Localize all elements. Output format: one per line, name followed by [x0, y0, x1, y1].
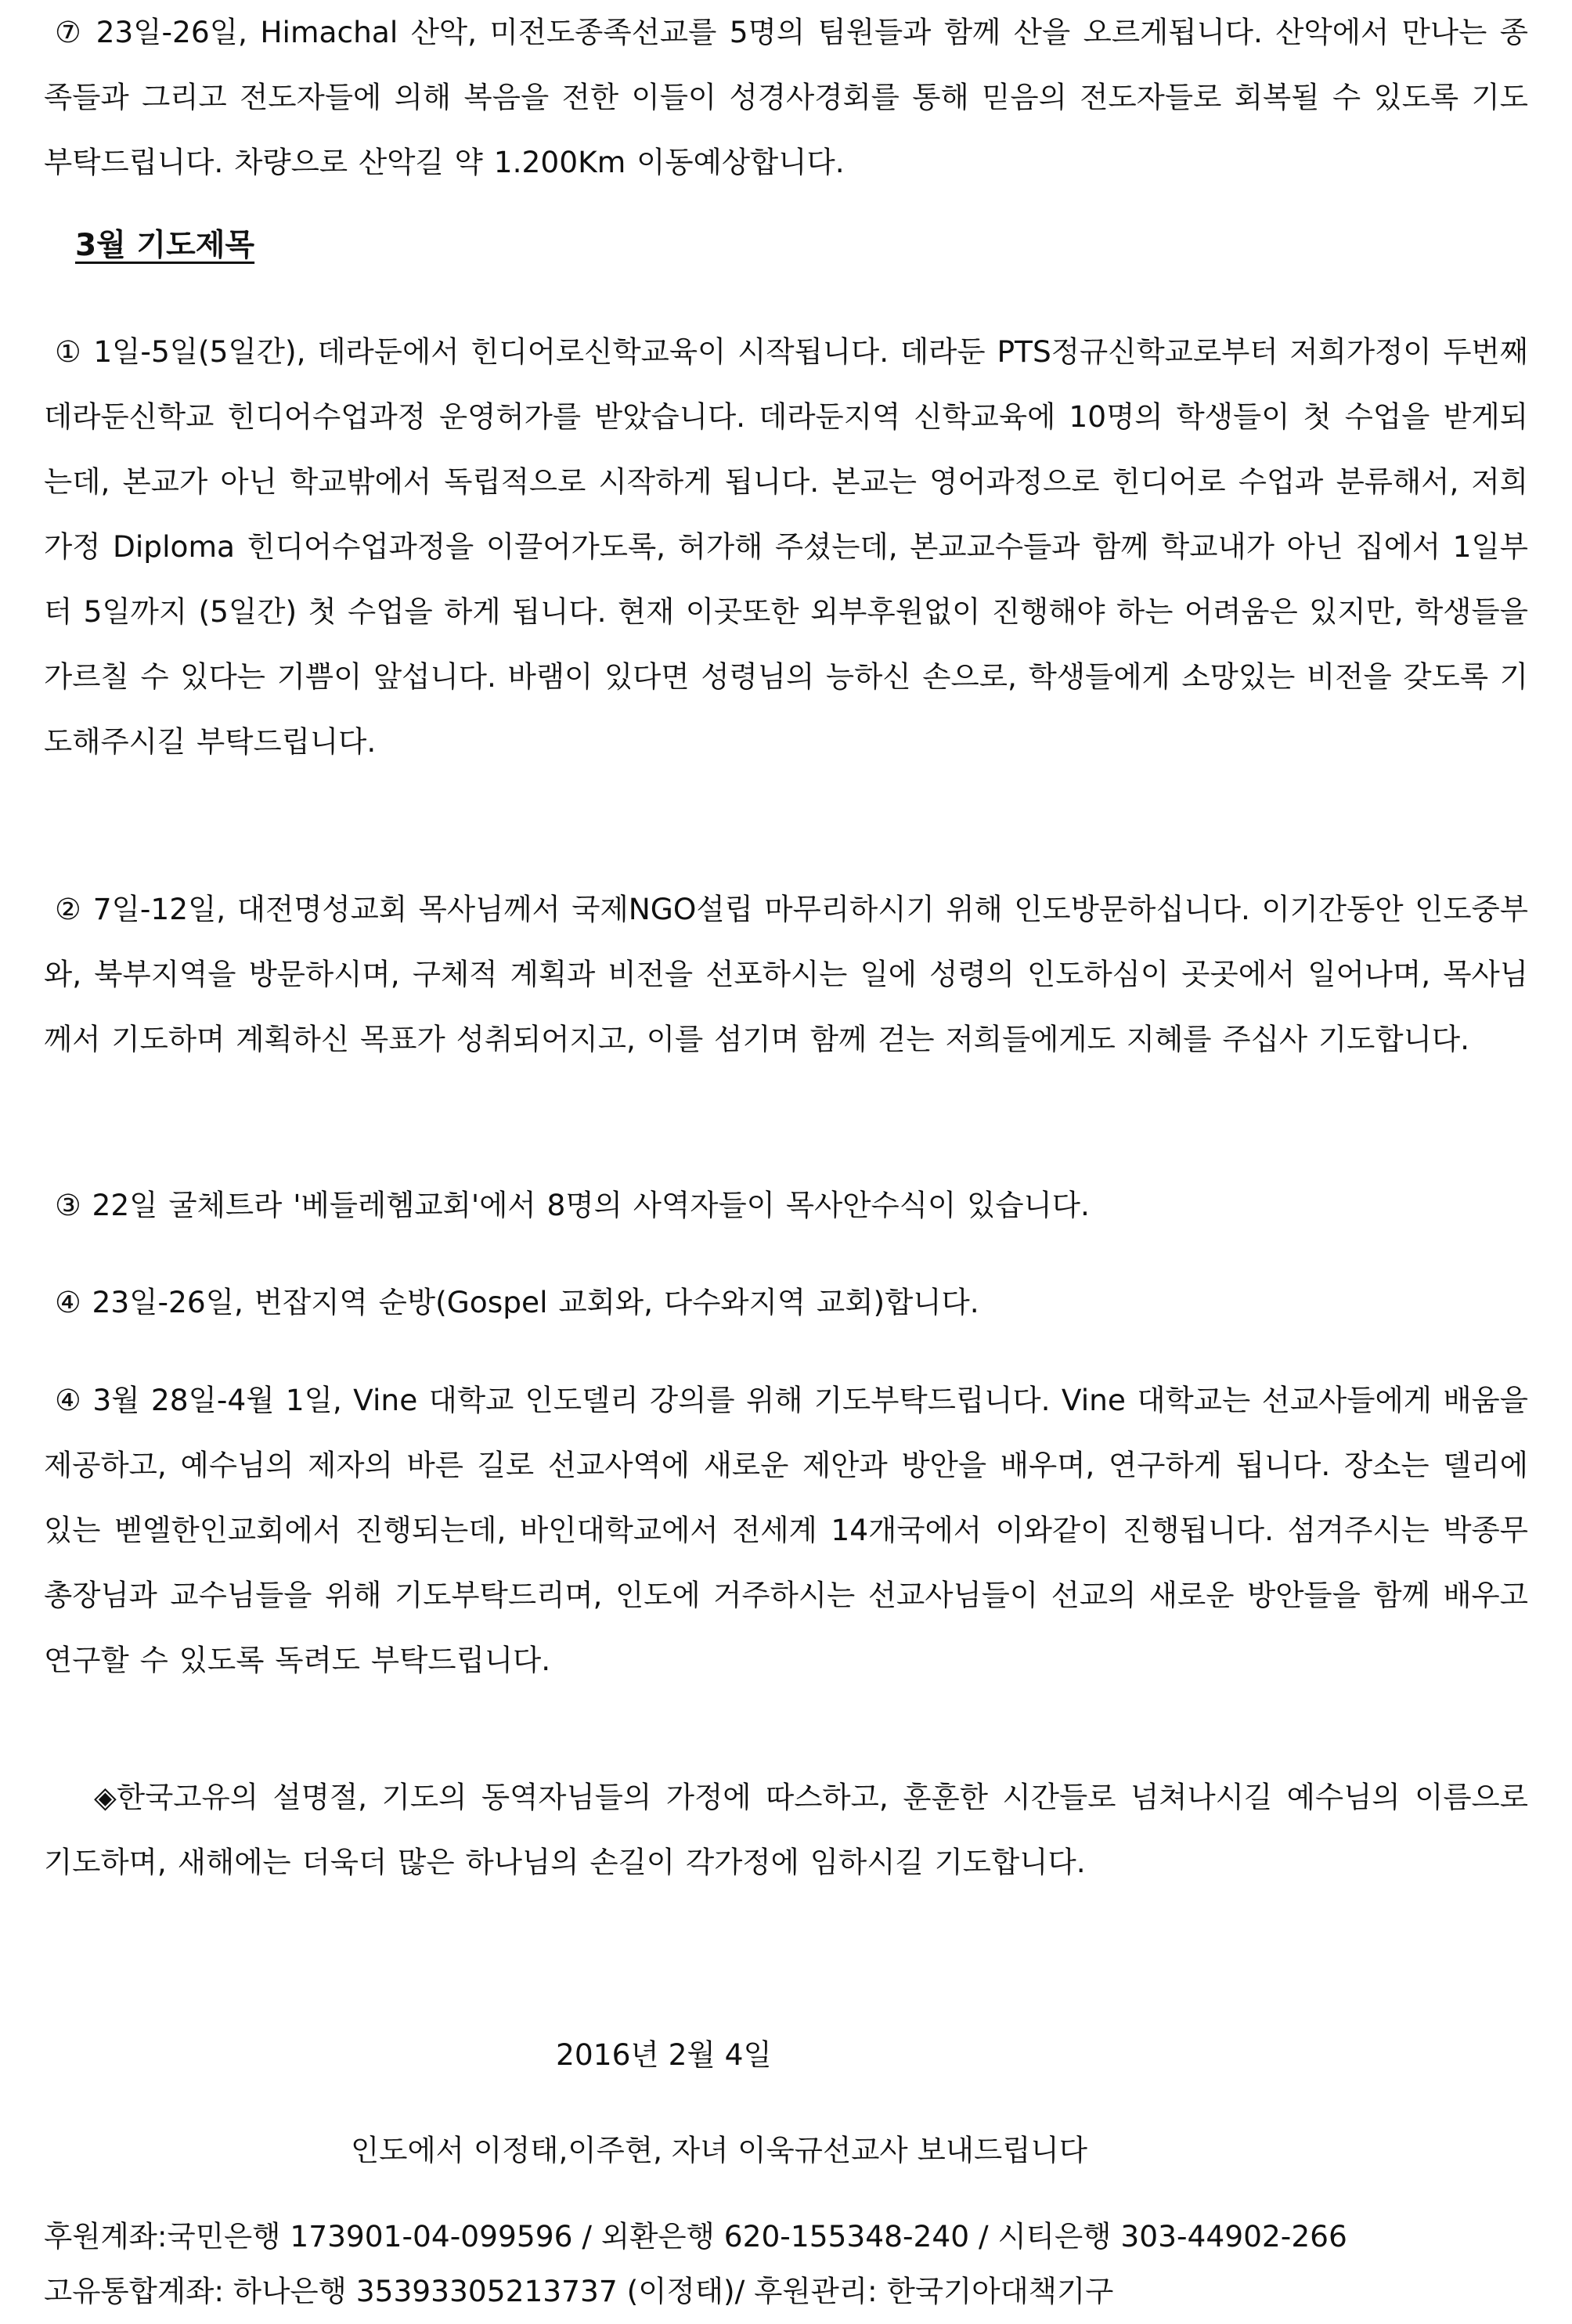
march-item-1: ① 1일-5일(5일간), 데라둔에서 힌디어로신학교육이 시작됩니다. 데라둔 PTS정규신학교로부터 저희가정이 두번째 데라둔신학교 힌디어수업과정 운영허가를 받았습니다. 데라둔지역 신학교육에 10명의 학생들이 첫 수업을 받게되는데, 본교가 아닌 학교밖에서 독립적으로 시작하게 됩니다. 본교는 영어과정으로 힌디어로 수업과 분류해서, 저희가정 Diploma 힌디어수업과정을 이끌어가도록, 허가해 주셨는데, 본교교수들과 함께 학교내가 아닌 집에서 1일부터 5일까지 (5일간) 첫 수업을 하게 됩니다. 현재 이곳또한 외부후원없이 진행해야 하는 어려움은 있지만, 학생들을 가르칠 수 있다는 기쁨이 앞섭니다. 바램이 있다면 성령님의 능하신 손으로, 학생들에게 소망있는 비전을 갖도록 기도해주시길 부탁드립니다.: [44, 334, 1528, 759]
donation-accounts: 후원계좌:국민은행 173901-04-099596 / 외환은행 620-155348-240 / 시티은행 303-44902-266: [44, 2219, 1347, 2254]
march-item-3: ③ 22일 굴체트라 '베들레헴교회'에서 8명의 사역자들이 목사안수식이 있습니다.: [55, 1188, 1090, 1222]
march-item-2: ② 7일-12일, 대전명성교회 목사님께서 국제NGO설립 마무리하시기 위해 인도방문하십니다. 이기간동안 인도중부와, 북부지역을 방문하시며, 구체적 계획과 비전을 선포하시는 일에 성령의 인도하심이 곳곳에서 일어나며, 목사님께서 기도하며 계획하신 목표가 성취되어지고, 이를 섬기며 함께 걷는 저희들에게도 지혜를 주십사 기도합니다.: [44, 892, 1528, 1056]
letter-date: 2016년 2월 4일: [556, 2037, 772, 2072]
march-heading: 3월 기도제목: [75, 228, 255, 263]
march-item-4: ④ 23일-26일, 번잡지역 순방(Gospel 교회와, 다수와지역 교회)합니다.: [55, 1285, 979, 1319]
march-item-5: ④ 3월 28일-4월 1일, Vine 대학교 인도델리 강의를 위해 기도부탁드립니다. Vine 대학교는 선교사들에게 배움을 제공하고, 예수님의 제자의 바른 길로 선교사역에 새로운 제안과 방안을 배우며, 연구하게 됩니다. 장소는 델리에 있는 벧엘한인교회에서 진행되는데, 바인대학교에서 전세계 14개국에서 이와같이 진행됩니다. 섬겨주시는 박종무총장님과 교수님들을 위해 기도부탁드리며, 인도에 거주하시는 선교사님들이 선교의 새로운 방안들을 함께 배우고 연구할 수 있도록 독려도 부탁드립니다.: [44, 1383, 1528, 1677]
integrated-account: 고유통합계좌: 하나은행 35393305213737 (이정태)/ 후원관리: 한국기아대책기구: [44, 2274, 1114, 2308]
prayer-item-7: ⑦ 23일-26일, Himachal 산악, 미전도종족선교를 5명의 팀원들과 함께 산을 오르게됩니다. 산악에서 만나는 종족들과 그리고 전도자들에 의해 복음을 전한 이들이 성경사경회를 통해 믿음의 전도자들로 회복될 수 있도록 기도부탁드립니다. 차량으로 산악길 약 1.200Km 이동예상합니다.: [44, 15, 1528, 179]
closing-paragraph: ◈한국고유의 설명절, 기도의 동역자님들의 가정에 따스하고, 훈훈한 시간들로 넘쳐나시길 예수님의 이름으로 기도하며, 새해에는 더욱더 많은 하나님의 손길이 각가정에 임하시길 기도합니다.: [44, 1780, 1528, 1879]
letter-sender: 인도에서 이정태,이주현, 자녀 이욱규선교사 보내드립니다: [351, 2133, 1087, 2167]
